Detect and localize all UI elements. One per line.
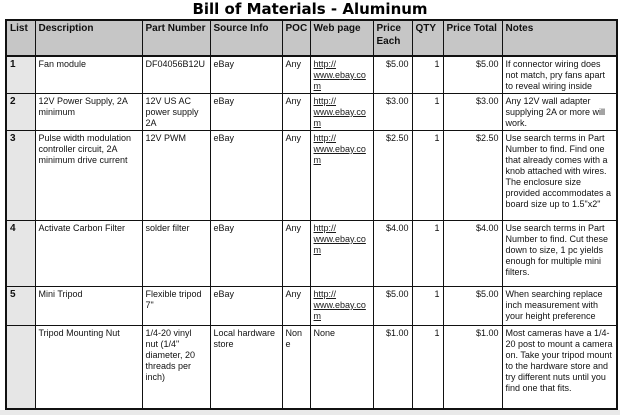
cell-list: [6, 326, 35, 409]
cell-poc: None: [282, 326, 310, 409]
cell-source-info: eBay: [210, 287, 282, 326]
cell-description: Fan module: [35, 56, 142, 94]
cell-price-total: $5.00: [443, 287, 502, 326]
cell-description: 12V Power Supply, 2A minimum: [35, 94, 142, 131]
cell-price-each: $2.50: [373, 131, 412, 221]
cell-price-each: $5.00: [373, 287, 412, 326]
cell-web-page: [310, 56, 373, 94]
webpage-link: None: [313, 328, 336, 338]
webpage-link[interactable]: http://​www.ebay.com: [313, 289, 366, 321]
cell-description: Pulse width modulation controller circuit, 2A minimum drive current: [35, 131, 142, 221]
cell-source-info: eBay: [210, 221, 282, 287]
cell-web-page: [310, 326, 373, 409]
cell-description: Tripod Mounting Nut: [35, 326, 142, 409]
cell-source-info: eBay: [210, 94, 282, 131]
cell-price-total: $5.00: [443, 56, 502, 94]
cell-web-page: [310, 221, 373, 287]
cell-part-number: DF04056B12U: [142, 56, 210, 94]
cell-price-each: $1.00: [373, 326, 412, 409]
cell-description: Mini Tripod: [35, 287, 142, 326]
webpage-link[interactable]: http://​www.ebay.com: [313, 59, 366, 91]
column-header-price-each: Price Each: [373, 20, 412, 56]
cell-part-number: Flexible tripod 7": [142, 287, 210, 326]
header-row: [6, 20, 617, 56]
cell-price-total: $2.50: [443, 131, 502, 221]
table-body: [6, 56, 617, 409]
cell-list: 5: [6, 287, 35, 326]
cell-price-each: $3.00: [373, 94, 412, 131]
webpage-link[interactable]: http://​www.ebay.com: [313, 96, 366, 128]
cell-qty: 1: [412, 56, 443, 94]
column-header-description: Description: [35, 20, 142, 56]
cell-web-page: [310, 94, 373, 131]
cell-source-info: Local hardware store: [210, 326, 282, 409]
cell-price-each: $4.00: [373, 221, 412, 287]
cell-qty: 1: [412, 287, 443, 326]
cell-poc: Any: [282, 94, 310, 131]
cell-price-total: $4.00: [443, 221, 502, 287]
cell-part-number: 12V US AC power supply 2A: [142, 94, 210, 131]
column-header-poc: POC: [282, 20, 310, 56]
bill-of-materials-table: [5, 19, 618, 410]
cell-price-total: $1.00: [443, 326, 502, 409]
cell-poc: Any: [282, 56, 310, 94]
column-header-list: List: [6, 20, 35, 56]
table-row: [6, 94, 617, 131]
cell-source-info: eBay: [210, 56, 282, 94]
table-row: [6, 326, 617, 409]
cell-qty: 1: [412, 94, 443, 131]
cell-price-each: $5.00: [373, 56, 412, 94]
cell-qty: 1: [412, 131, 443, 221]
cell-description: Activate Carbon Filter: [35, 221, 142, 287]
cell-notes: Any 12V wall adapter supplying 2A or more will work.: [502, 94, 617, 131]
column-header-qty: QTY: [412, 20, 443, 56]
column-header-part-number: Part Number: [142, 20, 210, 56]
cell-poc: Any: [282, 131, 310, 221]
cell-web-page: [310, 131, 373, 221]
cell-poc: Any: [282, 221, 310, 287]
webpage-link[interactable]: http://​www.ebay.com: [313, 133, 366, 165]
cell-part-number: 12V PWM: [142, 131, 210, 221]
cell-web-page: [310, 287, 373, 326]
cell-price-total: $3.00: [443, 94, 502, 131]
cell-source-info: eBay: [210, 131, 282, 221]
cell-list: 1: [6, 56, 35, 94]
cell-part-number: 1/4-20 vinyl nut (1/4" diameter, 20 threads per inch): [142, 326, 210, 409]
cell-notes: Use search terms in Part Number to find. Find one that already comes with a knob attached with wires. The enclosure size provided accommodates a board size up to 1.5"x2": [502, 131, 617, 221]
cell-notes: Use search terms in Part Number to find. Cut these down to size, 1 pc yields enough for multiple mini filters.: [502, 221, 617, 287]
cell-qty: 1: [412, 221, 443, 287]
cell-qty: 1: [412, 326, 443, 409]
cell-poc: Any: [282, 287, 310, 326]
column-header-price-total: Price Total: [443, 20, 502, 56]
cell-part-number: solder filter: [142, 221, 210, 287]
bottom-strip: [0, 410, 620, 415]
table-row: [6, 287, 617, 326]
cell-list: 4: [6, 221, 35, 287]
column-header-notes: Notes: [502, 20, 617, 56]
cell-notes: If connector wiring does not match, pry fans apart to reveal wiring inside: [502, 56, 617, 94]
page-title: Bill of Materials - Aluminum: [192, 0, 428, 18]
cell-list: 2: [6, 94, 35, 131]
cell-list: 3: [6, 131, 35, 221]
cell-notes: When searching replace inch measurement with your height preference: [502, 287, 617, 326]
table-row: [6, 131, 617, 221]
column-header-source-info: Source Info: [210, 20, 282, 56]
table-row: [6, 56, 617, 94]
webpage-link[interactable]: http://​www.ebay.com: [313, 223, 366, 255]
column-header-web-page: Web page: [310, 20, 373, 56]
table-row: [6, 221, 617, 287]
cell-notes: Most cameras have a 1/4-20 post to mount a camera on. Take your tripod mount to the hardware store and try different nuts until you find one that fits.: [502, 326, 617, 409]
